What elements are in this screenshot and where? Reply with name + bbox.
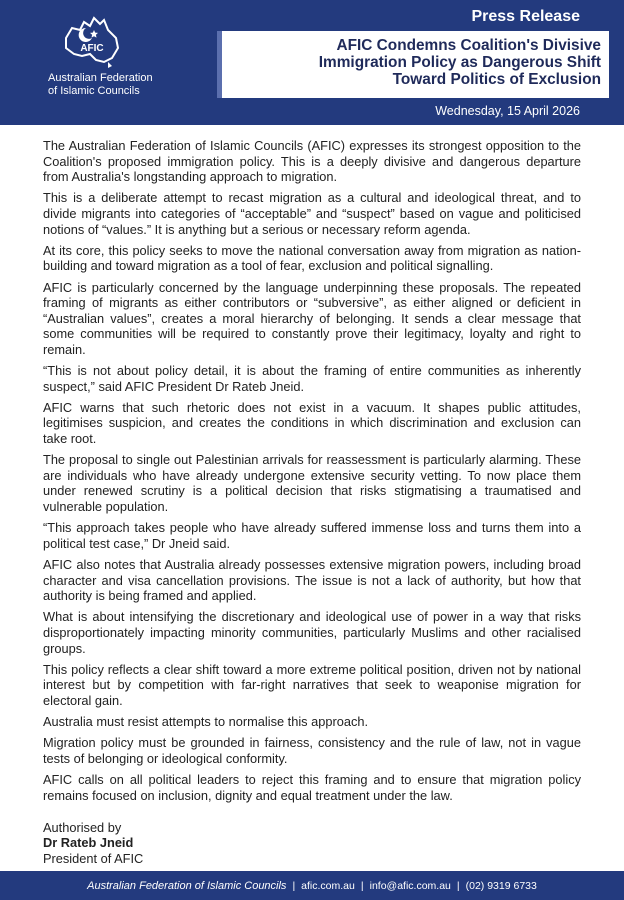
body-paragraph: AFIC calls on all political leaders to reject this framing and to ensure that migration policy remains focused on inclusion, dignity and equal treatment under the law. <box>43 772 581 803</box>
body-paragraph: Australia must resist attempts to normalise this approach. <box>43 714 369 730</box>
headline-line: Toward Politics of Exclusion <box>392 71 601 88</box>
body-paragraph: This is a deliberate attempt to recast migration as a cultural and ideological threat, and to divide migrants into categories of “acceptable” and “suspect” based on vague and politicised notions of “values.” It is anything but a serious or necessary reform agenda. <box>43 190 581 237</box>
header-banner <box>0 0 624 125</box>
authoriser-name: Dr Rateb Jneid <box>43 835 134 851</box>
footer-email-link[interactable]: info@afic.com.au <box>369 879 451 892</box>
logo-wordmark: AFIC <box>80 43 104 54</box>
headline-box <box>217 31 609 98</box>
headline-line: Immigration Policy as Dangerous Shift <box>318 54 601 71</box>
footer-phone: (02) 9319 6733 <box>465 879 537 892</box>
footer-separator: | <box>456 879 460 892</box>
authorised-by-label: Authorised by <box>43 820 122 835</box>
footer-website-link[interactable]: afic.com.au <box>301 879 355 892</box>
organization-name-line2: of Islamic Councils <box>48 85 140 97</box>
authoriser-role: President of AFIC <box>43 850 144 866</box>
body-paragraph: AFIC also notes that Australia already possesses extensive migration powers, including broad character and visa cancellation provisions. The issue is not a lack of authority, but how that authority is being framed and applied. <box>43 557 581 604</box>
press-release-body <box>43 138 581 809</box>
body-paragraph: What is about intensifying the discretionary and ideological use of power in a way that risks disproportionately impacting minority communities, particularly Muslims and other racialised groups. <box>43 609 581 656</box>
body-paragraph: “This is not about policy detail, it is about the framing of entire communities as inherently suspect,” said AFIC President Dr Rateb Jneid. <box>43 363 581 394</box>
body-paragraph: AFIC warns that such rhetoric does not exist in a vacuum. It shapes public attitudes, legitimises suspicion, and creates the conditions in which discrimination and exclusion can take root. <box>43 399 581 447</box>
footer-separator: | <box>360 879 364 892</box>
headline-line: AFIC Condemns Coalition's Divisive <box>336 37 601 54</box>
footer-organization: Australian Federation of Islamic Councils <box>87 879 287 892</box>
body-paragraph: The proposal to single out Palestinian arrivals for reassessment is particularly alarming. These are individuals who have already undergone extensive security vetting. To now place them under renewed scrutiny is a political decision that risks stigmatising a traumatised and vulnerable population. <box>43 452 581 515</box>
body-paragraph: At its core, this policy seeks to move the national conversation away from migration as nation-building and toward migration as a tool of fear, exclusion and political signalling. <box>43 242 581 274</box>
footer-separator: | <box>292 879 296 892</box>
body-paragraph: Migration policy must be grounded in fairness, consistency and the rule of law, not in vague tests of belonging or ideological conformity. <box>43 735 581 766</box>
organization-name-line1: Australian Federation <box>48 72 153 84</box>
body-paragraph: AFIC is particularly concerned by the language underpinning these proposals. The repeated framing of migrants as either contributors or “subversive”, as either aligned or deficient in “Australian values”, creates a moral hierarchy of belonging. It sends a clear message that some communities will be required to constantly prove their legitimacy, loyalty and right to remain. <box>43 279 581 357</box>
body-paragraph: This policy reflects a clear shift toward a more extreme political position, driven not by national interest but by competition with far-right narratives that seek to weaponise migration for electoral gain. <box>43 661 581 708</box>
australia-map-crescent-icon <box>58 14 124 70</box>
organization-name <box>48 72 178 98</box>
authorisation-block <box>43 820 143 866</box>
release-date: Wednesday, 15 April 2026 <box>435 104 580 118</box>
afic-logo <box>48 14 168 106</box>
footer-bar <box>0 871 624 900</box>
body-paragraph: “This approach takes people who have already suffered immense loss and turns them into a political test case,” Dr Jneid said. <box>43 520 581 551</box>
press-release-label: Press Release <box>471 8 580 25</box>
body-paragraph: The Australian Federation of Islamic Councils (AFIC) expresses its strongest opposition to the Coalition's proposed immigration policy. This is a deeply divisive and dangerous departure from Australia's longstanding approach to migration. <box>43 138 581 185</box>
